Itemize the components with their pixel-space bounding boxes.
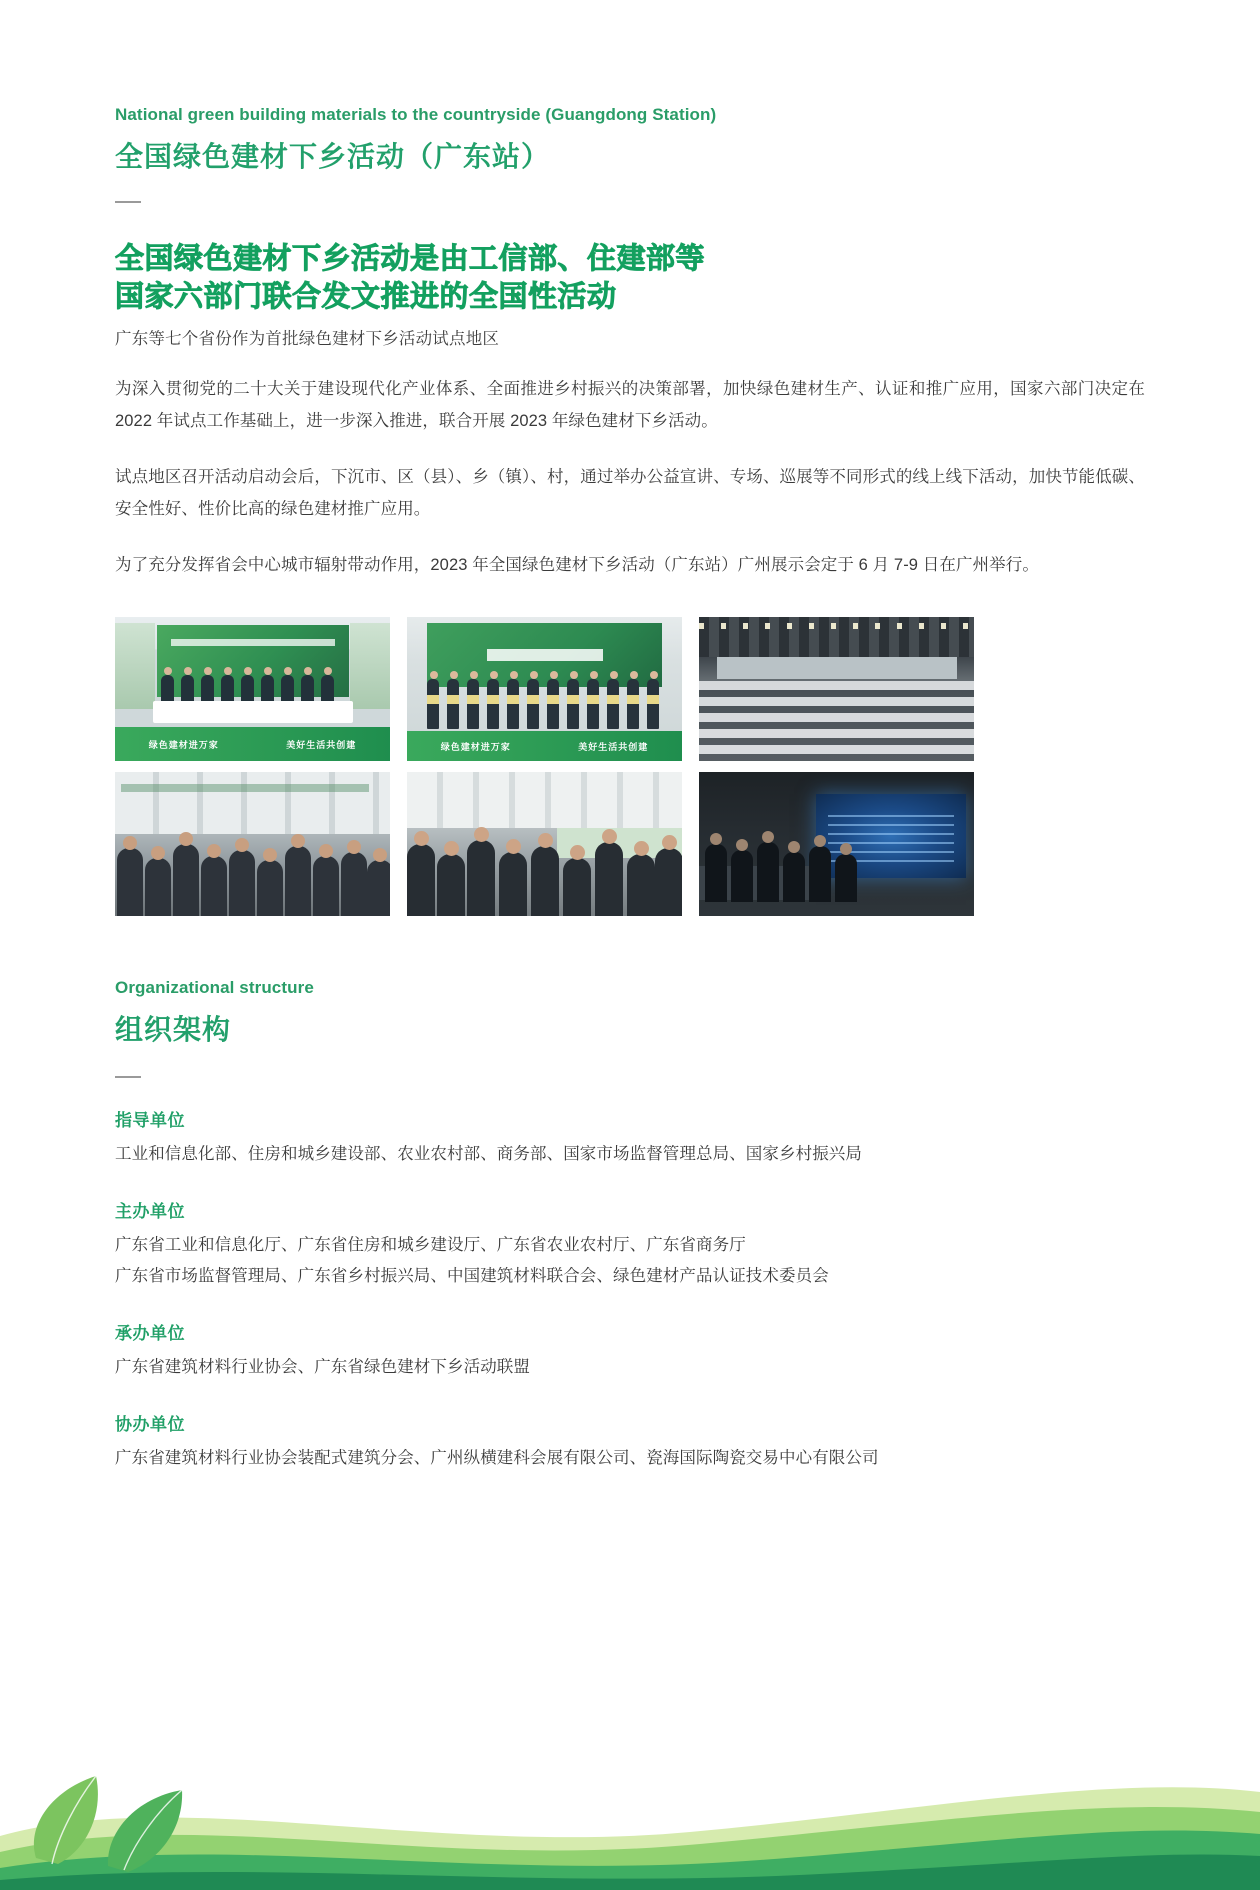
unit-organizer <box>115 1197 1145 1291</box>
header-divider <box>115 201 141 203</box>
intro-section <box>115 239 1145 581</box>
photo-exhibition-visitors <box>407 772 682 916</box>
intro-paragraph-2: 试点地区召开活动启动会后，下沉市、区（县）、乡（镇）、村，通过举办公益宣讲、专场、巡展等不同形式的线上线下活动，加快节能低碳、安全性好、性价比高的绿色建材推广应用。 <box>115 467 1145 519</box>
photo-banner-left-text: 绿色建材进万家 <box>148 739 219 750</box>
photo-award-ceremony <box>407 617 682 761</box>
photo-signing-ceremony <box>115 617 390 761</box>
photo-crowd <box>705 832 875 902</box>
unit-guidance <box>115 1106 1145 1169</box>
header-english-title: National green building materials to the countryside (Guangdong Station) <box>115 105 717 124</box>
photo-side-panel-right <box>350 623 390 709</box>
wave-graphic <box>0 1740 1260 1890</box>
photo-banner <box>407 731 682 761</box>
photo-signing-table <box>153 701 353 723</box>
intro-paragraph-1: 为深入贯彻党的二十大关于建设现代化产业体系、全面推进乡村振兴的决策部署，加快绿色建材生产、认证和推广应用，国家六部门决定在 2022 年试点工作基础上，进一步深入推进，联合开展 2023 年绿色建材下乡活动。 <box>115 379 1145 430</box>
unit-undertaker <box>115 1319 1145 1382</box>
footer-wave-decoration <box>0 1740 1260 1890</box>
photo-conference-hall <box>699 617 974 761</box>
photo-ceiling-lights <box>699 623 974 629</box>
photo-crowd <box>407 816 682 916</box>
intro-headline-line-2: 国家六部门联合发文推进的全国性活动 <box>115 279 617 314</box>
unit-line: 广东省市场监督管理局、广东省乡村振兴局、中国建筑材料联合会、绿色建材产品认证技术委员会 <box>115 1267 829 1286</box>
photo-banner-right-text: 美好生活共创建 <box>286 739 357 750</box>
photo-banner-right-text: 美好生活共创建 <box>578 741 649 752</box>
page-header <box>115 105 1145 203</box>
photo-side-panel-left <box>115 623 155 709</box>
structure-title: 组织架构 <box>115 1014 232 1046</box>
photo-stage-backdrop <box>427 623 662 687</box>
unit-title: 协办单位 <box>115 1414 185 1434</box>
structure-english-title: Organizational structure <box>115 978 314 998</box>
unit-line: 广东省建筑材料行业协会装配式建筑分会、广州纵横建科会展有限公司、瓷海国际陶瓷交易中心有限公司 <box>115 1448 879 1467</box>
intro-subline: 广东等七个省份作为首批绿色建材下乡活动试点地区 <box>115 329 500 348</box>
intro-paragraph-3: 为了充分发挥省会中心城市辐射带动作用，2023 年全国绿色建材下乡活动（广东站）广州展示会定于 6 月 7-9 日在广州举行。 <box>115 556 1039 575</box>
photo-banner <box>115 727 390 761</box>
photo-people-row <box>425 679 665 733</box>
photo-led-screen-booth <box>699 772 974 916</box>
photo-crowd <box>115 820 390 916</box>
unit-title: 主办单位 <box>115 1202 185 1222</box>
unit-line: 广东省工业和信息化厅、广东省住房和城乡建设厅、广东省农业农村厅、广东省商务厅 <box>115 1236 746 1255</box>
intro-headline-line-1: 全国绿色建材下乡活动是由工信部、住建部等 <box>115 241 706 275</box>
unit-title: 指导单位 <box>115 1111 185 1131</box>
photo-exhibition-crowd <box>115 772 390 916</box>
photo-audience-seats <box>699 681 974 761</box>
structure-divider <box>115 1076 141 1078</box>
unit-line: 工业和信息化部、住房和城乡建设部、农业农村部、商务部、国家市场监督管理总局、国家乡村振兴局 <box>115 1145 862 1164</box>
intro-headline <box>115 239 1145 316</box>
unit-line: 广东省建筑材料行业协会、广东省绿色建材下乡活动联盟 <box>115 1358 530 1377</box>
document-content <box>115 0 1145 1473</box>
photo-stage <box>717 657 957 679</box>
unit-title: 承办单位 <box>115 1324 185 1344</box>
unit-co-organizer <box>115 1410 1145 1473</box>
photo-gallery <box>115 617 1145 916</box>
organizational-structure-section <box>115 978 1145 1472</box>
photo-banner-left-text: 绿色建材进万家 <box>440 741 511 752</box>
page-title: 全国绿色建材下乡活动（广东站） <box>115 141 551 172</box>
